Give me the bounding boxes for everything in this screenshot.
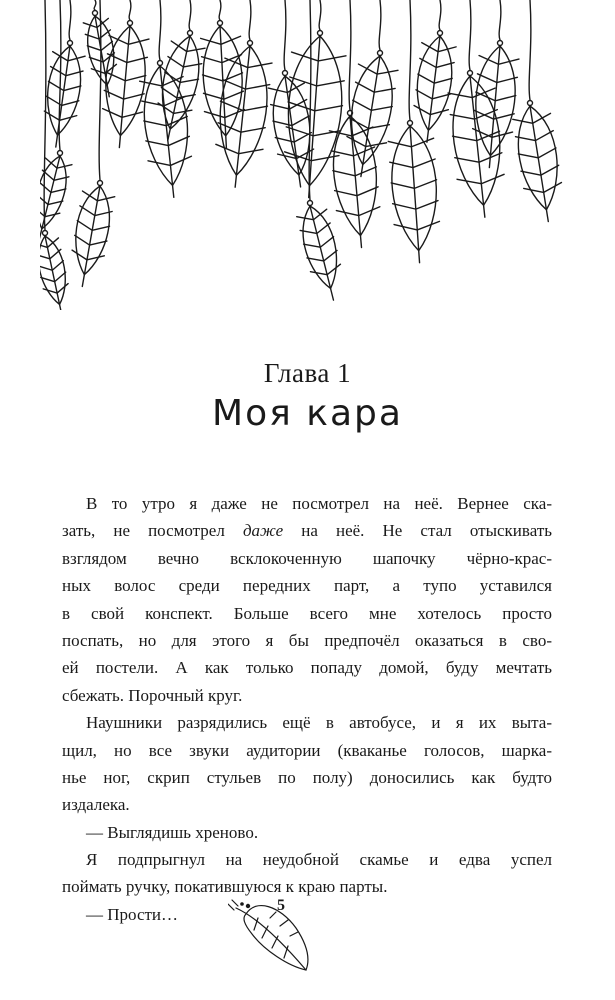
hanging-feathers-icon xyxy=(40,0,575,310)
text-line: ных волос среди передних парт, а тупо уставился xyxy=(62,576,552,596)
text-line: поймать ручку, покатившуюся к краю парты. xyxy=(62,877,388,897)
text-line: ей постели. А как только попаду домой, буду мечтать xyxy=(62,658,552,678)
text-line: сбежать. Порочный круг. xyxy=(62,685,243,705)
text-line: — Прости… xyxy=(86,904,179,924)
text-line: взглядом вечно всклокоченную шапочку чёрно-крас- xyxy=(62,548,552,568)
body-text xyxy=(62,490,552,928)
text-line: Наушники разрядились ещё в автобусе, и я их выта- xyxy=(86,713,552,733)
text-line: зать, не посмотрел даже на неё. Не стал отыскивать xyxy=(62,521,552,541)
page-number: 5 xyxy=(277,897,285,914)
text-line: нье ног, скрип стульев по полу) доносились как будто xyxy=(62,767,552,787)
chapter-number: Глава 1 xyxy=(263,358,352,388)
text-line: Я подпрыгнул на неудобной скамье и едва успел xyxy=(86,850,552,870)
text-line: В то утро я даже не посмотрел на неё. Вернее ска- xyxy=(86,494,552,513)
text-line: издалека. xyxy=(62,795,130,815)
text-line: в свой конспект. Больше всего мне хотелось просто xyxy=(62,603,552,623)
text-line: щил, но все звуки аудитории (кваканье голосов, шарка- xyxy=(62,740,552,760)
chapter-title: Моя кара xyxy=(212,393,403,434)
text-line: — Выглядишь хреново. xyxy=(86,822,259,842)
emphasis: даже xyxy=(242,521,284,541)
text-line: поспать, но для этого я бы предпочёл оказаться в сво- xyxy=(62,630,552,650)
